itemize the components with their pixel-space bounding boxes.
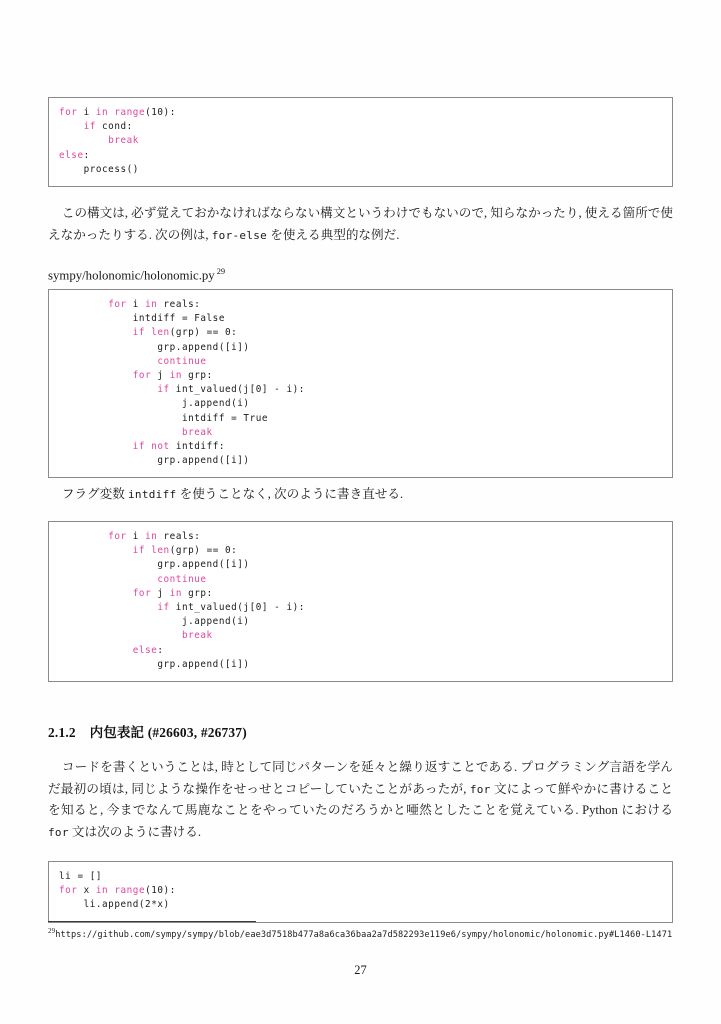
code-token: in xyxy=(95,107,109,118)
code-token: (grp) == 0: xyxy=(169,545,238,557)
paragraph-text-a: この構文は, 必ず覚えておかなければならない構文というわけでもないので, 知らなかったり, 使える箇所で使えなかったりする. 次の例は, xyxy=(48,206,674,242)
code-token xyxy=(59,299,108,310)
code-token: for xyxy=(59,107,78,118)
inline-code-for-else: for-else xyxy=(211,228,268,242)
code-token xyxy=(59,574,157,585)
code-token: i xyxy=(126,531,146,542)
inline-code-intdiff: intdiff xyxy=(127,488,177,501)
code-token: intdiff: xyxy=(169,441,226,453)
code-token: for xyxy=(59,885,78,897)
code-token: in xyxy=(169,587,182,599)
code-token: grp.append([i]) xyxy=(59,455,250,467)
source-file-path: sympy/holonomic/holonomic.py xyxy=(48,268,215,283)
code-token: grp: xyxy=(181,587,213,599)
code-token: : xyxy=(157,644,164,656)
inline-code-for-2: for xyxy=(48,825,69,839)
section-number: 2.1.2 xyxy=(48,725,76,740)
code-token: j xyxy=(151,370,170,382)
code-token: grp.append([i]) xyxy=(59,559,250,571)
code-block-intdiff-flag xyxy=(48,289,673,478)
code-token: j.append(i) xyxy=(59,616,250,628)
code-token: reals: xyxy=(157,299,201,310)
source-file-label xyxy=(48,263,225,284)
code-token: j.append(i) xyxy=(59,398,250,410)
code-token: not xyxy=(151,441,170,453)
code-token: continue xyxy=(157,573,207,585)
code-token: in xyxy=(145,531,158,542)
code-token: grp.append([i]) xyxy=(59,341,250,353)
code-token: x xyxy=(77,885,96,897)
code-token: for xyxy=(108,531,127,542)
code-token xyxy=(59,531,108,542)
code-token: li.append(2*x) xyxy=(59,899,170,911)
paragraph-text-b: を使うことなく, 次のように書き直せる. xyxy=(176,487,404,501)
code-token: range xyxy=(114,885,146,897)
code-token xyxy=(59,370,133,381)
paragraph-comprehension-intro xyxy=(48,757,673,843)
code-token xyxy=(59,121,84,132)
section-heading-2-1-2 xyxy=(48,722,247,741)
code-token: process() xyxy=(59,163,139,175)
code-token: break xyxy=(108,135,139,147)
code-token: i xyxy=(77,107,96,118)
code-token: : xyxy=(83,149,90,161)
code-token: for xyxy=(132,587,152,599)
code-token: int_valued(j[0] - i): xyxy=(169,384,305,396)
code-token: if xyxy=(157,602,170,614)
code-token: continue xyxy=(157,355,207,367)
code-token: for xyxy=(132,370,152,382)
code-token: (10): xyxy=(145,107,176,118)
code-token: grp: xyxy=(181,370,213,382)
footnote-number: 29 xyxy=(48,927,56,935)
code-token: if xyxy=(132,441,146,453)
code-token xyxy=(59,327,133,338)
footnote-marker-29[interactable]: 29 xyxy=(216,267,226,276)
code-token: else xyxy=(132,644,158,656)
paragraph-for-else-explanation xyxy=(48,203,673,246)
code-block-list-append-loop xyxy=(48,861,673,923)
code-block-for-else-basic xyxy=(48,97,673,187)
paragraph-text-a: フラグ変数 xyxy=(61,487,128,501)
paragraph-text-a: コードを書くということは, 時として同じパターンを延々と繰り返すことである. プログラミング言語を学んだ最初の頃は, 同じような操作をせっせとコピーしていたことがあったが, xyxy=(48,760,673,796)
code-token: range xyxy=(114,107,146,118)
code-block-for-else-rewritten xyxy=(48,521,673,682)
code-token: break xyxy=(181,630,213,642)
code-token: (10): xyxy=(145,885,176,897)
inline-code-for-1: for xyxy=(469,782,491,796)
code-token xyxy=(59,630,182,641)
code-token xyxy=(59,645,133,656)
code-token: (grp) == 0: xyxy=(169,327,238,339)
code-token: j xyxy=(151,587,170,599)
code-token: for xyxy=(108,299,127,310)
code-token: i xyxy=(126,299,146,310)
code-token: len xyxy=(151,327,170,339)
footnote-separator-rule xyxy=(48,921,256,922)
code-token: in xyxy=(95,885,109,897)
section-title: 内包表記 (#26603, #26737) xyxy=(89,725,247,740)
code-token xyxy=(59,356,157,367)
code-token: int_valued(j[0] - i): xyxy=(169,602,305,614)
page-number: 27 xyxy=(354,963,367,977)
code-token: grp.append([i]) xyxy=(59,658,250,670)
code-token xyxy=(59,135,108,146)
code-token: in xyxy=(169,370,182,382)
paragraph-text-b: 文によって鮮やかに書けることを知ると, 今までなんて馬鹿なことをやっていたのだろうかと唖然としたことを覚えている. Python における xyxy=(48,781,673,817)
code-token: else xyxy=(59,149,84,161)
code-token: cond: xyxy=(95,121,133,133)
paragraph-rewrite-note xyxy=(48,484,673,506)
code-token: if xyxy=(83,121,96,133)
code-token: in xyxy=(145,299,158,310)
code-token: if xyxy=(157,384,170,396)
code-token xyxy=(59,441,133,452)
paragraph-text-b: を使える典型的な例だ. xyxy=(267,227,400,242)
code-token xyxy=(59,602,157,613)
code-token: if xyxy=(132,545,146,557)
code-token: li = [] xyxy=(59,871,103,882)
code-token: reals: xyxy=(157,531,201,542)
code-token: intdiff = True xyxy=(59,412,269,424)
footnote-29 xyxy=(48,925,673,942)
code-token: if xyxy=(132,327,146,339)
code-token xyxy=(59,588,133,599)
code-token: intdiff = False xyxy=(59,313,225,325)
footnote-url[interactable]: https://github.com/sympy/sympy/blob/eae3d7518b477a8a6ca36baa2a7d582293e119e6/sympy/holonomic/holonomic.py#L1460-L1471 xyxy=(55,929,673,940)
code-token xyxy=(59,384,157,395)
code-token: len xyxy=(151,545,170,557)
paragraph-text-c: 文は次のように書ける. xyxy=(68,824,202,839)
code-token xyxy=(59,545,133,556)
code-token xyxy=(59,427,182,438)
footnote-area xyxy=(48,921,673,942)
code-token: break xyxy=(181,426,213,438)
